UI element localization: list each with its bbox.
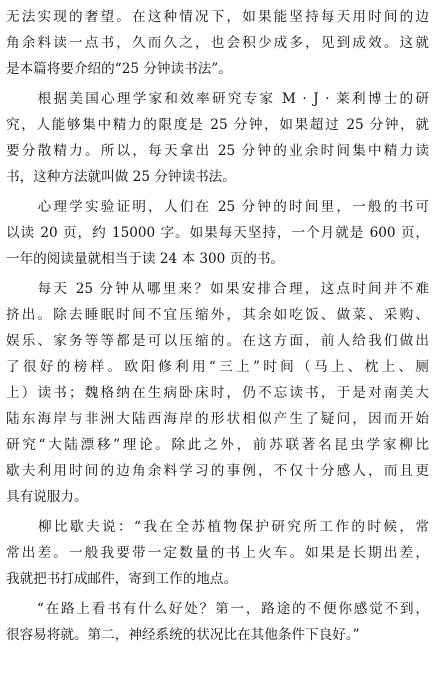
text-line: 书，这种方法就叫做 25 分钟读书法。	[6, 169, 236, 185]
paragraph-5	[6, 514, 429, 592]
text-line: 角余料读一点书，久而久之，也会积少成多，见到成效。这就	[6, 35, 429, 51]
text-line: 挤出。除去睡眠时间不宜压缩外，其余如吃饭、做菜、采购、	[6, 307, 429, 323]
text-line: 以读 20 页，约 15000 字。如果每天坚持，一个月就是 600 页，	[6, 225, 429, 241]
paragraph-4	[6, 276, 429, 510]
text-line: 是本篇将要介绍的“25 分钟读书法”。	[6, 61, 232, 77]
text-line: 根据美国心理学家和效率研究专家 M · J · 莱利博士的研	[6, 91, 429, 107]
text-line: 上）读书；魏格纳在生病卧床时，仍不忘读书，于是对南美大	[6, 385, 429, 401]
text-line: 究，人能够集中精力的限度是 25 分钟，如果超过 25 分钟，就	[6, 117, 429, 133]
text-line: 歇夫利用时间的边角余料学习的事例，不仅十分感人，而且更	[6, 463, 429, 479]
text-line: 无法实现的奢望。在这种情况下，如果能坚持每天用时间的边	[6, 9, 429, 25]
paragraph-3	[6, 194, 429, 272]
text-line: 研究“大陆漂移”理论。除此之外，前苏联著名昆虫学家柳比	[6, 437, 429, 453]
text-line: 具有说服力。	[6, 489, 88, 505]
text-line: 很容易将就。第二，神经系统的状况比在其他条件下良好。”	[6, 627, 360, 643]
text-line: 心理学实验证明，人们在 25 分钟的时间里，一般的书可	[6, 199, 429, 215]
paragraph-2	[6, 86, 429, 190]
paragraph-6	[6, 596, 429, 648]
text-line: 了很好的榜样。欧阳修利用“三上”时间（马上、枕上、厕	[6, 359, 429, 375]
text-line: 要分散精力。所以，每天拿出 25 分钟的业余时间集中精力读	[6, 143, 429, 159]
text-line: 常出差。一般我要带一定数量的书上火车。如果是长期出差，	[6, 545, 429, 561]
text-line: 我就把书打成邮件，寄到工作的地点。	[6, 571, 238, 587]
text-line: 一年的阅读量就相当于读 24 本 300 页的书。	[6, 251, 285, 267]
text-line: 柳比歇夫说：“我在全苏植物保护研究所工作的时候，常	[6, 519, 429, 535]
text-line: 陆东海岸与非洲大陆西海岸的形状相似产生了疑问，因而开始	[6, 411, 429, 427]
text-line: 娱乐、家务等等都是可以压缩的。在这方面，前人给我们做出	[6, 333, 429, 349]
paragraph-1	[6, 4, 429, 82]
text-line: “在路上看书有什么好处？第一，路途的不便你感觉不到，	[6, 601, 429, 617]
text-line: 每天 25 分钟从哪里来？如果安排合理，这点时间并不难	[6, 281, 429, 297]
